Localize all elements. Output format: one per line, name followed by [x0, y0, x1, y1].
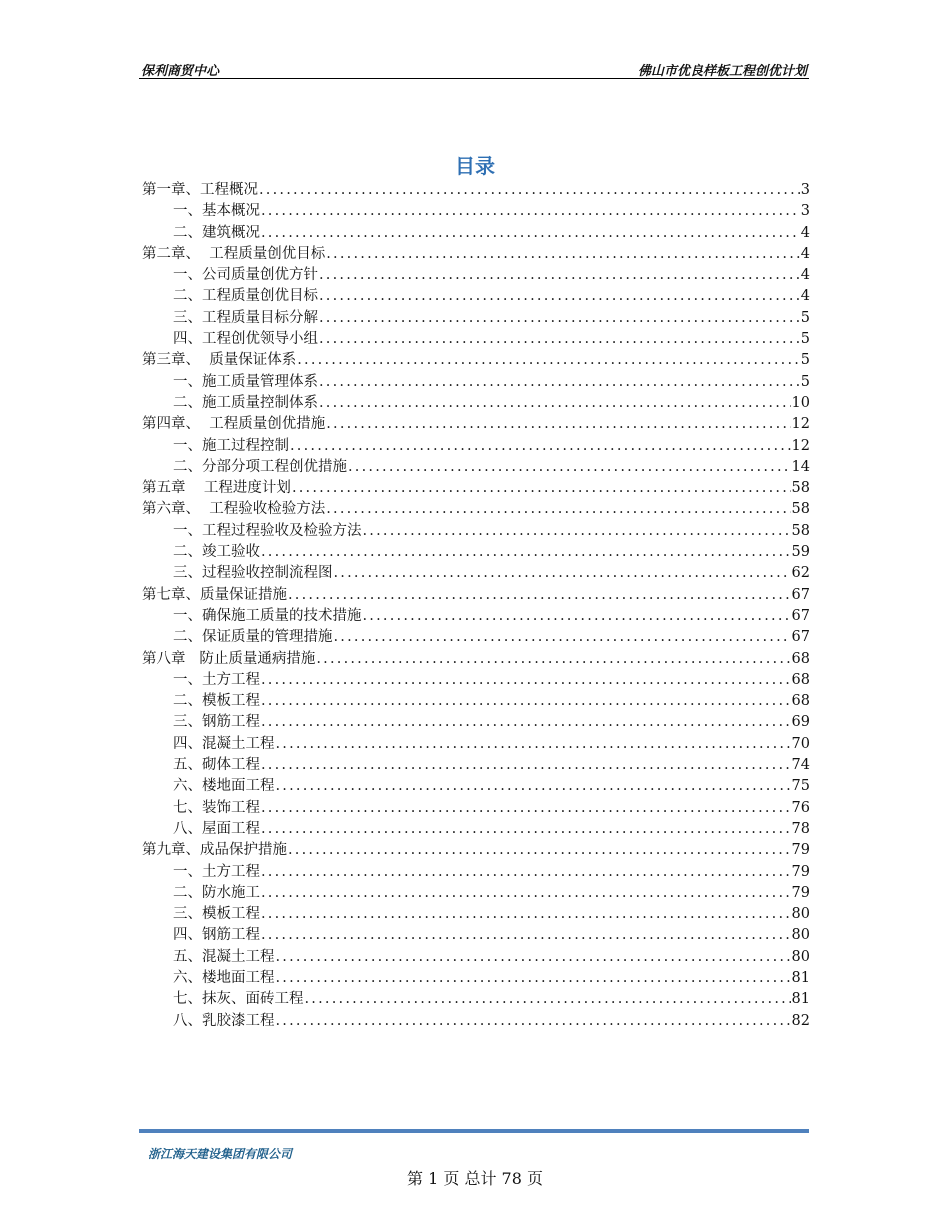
- toc-section-entry[interactable]: [142, 223, 810, 244]
- toc-dot-leader: [326, 414, 790, 435]
- toc-entry-label: 一、施工质量管理体系: [173, 373, 318, 390]
- toc-title: 目录: [455, 154, 495, 178]
- toc-chapter-entry[interactable]: [142, 499, 810, 520]
- toc-entry-page-number: 58: [791, 522, 810, 539]
- toc-entry-label: 第八章 防止质量通病措施: [142, 650, 316, 667]
- toc-entry-label: 四、工程创优领导小组: [173, 331, 318, 348]
- toc-entry-label: 七、装饰工程: [173, 799, 260, 816]
- toc-section-entry[interactable]: [142, 776, 810, 797]
- toc-section-entry[interactable]: [142, 925, 810, 946]
- toc-dot-leader: [261, 712, 791, 733]
- footer-page-number: 第 1 页 总计 78 页: [407, 1169, 543, 1188]
- toc-entry-label: 二、建筑概况: [173, 224, 260, 241]
- toc-dot-leader: [261, 925, 791, 946]
- toc-entry-page-number: 80: [791, 906, 810, 923]
- toc-entry-page-number: 81: [791, 969, 810, 986]
- toc-entry-label: 七、抹灰、面砖工程: [173, 991, 304, 1008]
- toc-section-entry[interactable]: [142, 670, 810, 691]
- toc-entry-label: 第六章、 工程验收检验方法: [142, 501, 326, 518]
- toc-dot-leader: [276, 947, 791, 968]
- toc-entry-page-number: 58: [791, 501, 810, 518]
- toc-entry-label: 四、混凝土工程: [173, 735, 275, 752]
- toc-entry-page-number: 14: [791, 458, 810, 475]
- toc-section-entry[interactable]: [142, 798, 810, 819]
- toc-dot-leader: [261, 798, 791, 819]
- toc-chapter-entry[interactable]: [142, 414, 810, 435]
- toc-entry-label: 八、乳胶漆工程: [173, 1012, 275, 1029]
- toc-entry-page-number: 5: [800, 309, 810, 326]
- toc-dot-leader: [261, 201, 800, 222]
- toc-entry-page-number: 59: [791, 544, 810, 561]
- toc-dot-leader: [276, 968, 791, 989]
- toc-dot-leader: [319, 286, 800, 307]
- toc-section-entry[interactable]: [142, 329, 810, 350]
- toc-entry-page-number: 80: [791, 948, 810, 965]
- toc-entry-page-number: 4: [800, 245, 810, 262]
- toc-entry-label: 六、楼地面工程: [173, 969, 275, 986]
- toc-section-entry[interactable]: [142, 755, 810, 776]
- toc-entry-page-number: 3: [800, 182, 810, 198]
- toc-entry-page-number: 68: [791, 693, 810, 710]
- toc-entry-page-number: 79: [791, 884, 810, 901]
- toc-section-entry[interactable]: [142, 265, 810, 286]
- toc-dot-leader: [305, 989, 791, 1010]
- toc-dot-leader: [334, 563, 791, 584]
- toc-dot-leader: [297, 350, 800, 371]
- footer-rule: [139, 1129, 809, 1133]
- toc-entry-page-number: 70: [791, 735, 810, 752]
- toc-entry-label: 三、过程验收控制流程图: [173, 565, 333, 582]
- toc-dot-leader: [261, 819, 791, 840]
- toc-entry-label: 一、确保施工质量的技术措施: [173, 607, 362, 624]
- toc-chapter-entry[interactable]: [142, 585, 810, 606]
- toc-entry-page-number: 80: [791, 927, 810, 944]
- toc-chapter-entry[interactable]: [142, 350, 810, 371]
- toc-section-entry[interactable]: [142, 606, 810, 627]
- toc-dot-leader: [261, 862, 791, 883]
- toc-entry-label: 第三章、 质量保证体系: [142, 352, 297, 369]
- toc-entry-page-number: 4: [800, 288, 810, 305]
- toc-section-entry[interactable]: [142, 904, 810, 925]
- toc-section-entry[interactable]: [142, 968, 810, 989]
- toc-entry-label: 二、模板工程: [173, 693, 260, 710]
- toc-entry-label: 二、施工质量控制体系: [173, 394, 318, 411]
- toc-section-entry[interactable]: [142, 947, 810, 968]
- toc-section-entry[interactable]: [142, 521, 810, 542]
- toc-chapter-entry[interactable]: [142, 478, 810, 499]
- toc-dot-leader: [261, 691, 791, 712]
- toc-entry-label: 第九章、成品保护措施: [142, 842, 287, 859]
- toc-entry-page-number: 12: [791, 416, 810, 433]
- toc-dot-leader: [261, 883, 791, 904]
- toc-dot-leader: [319, 329, 800, 350]
- toc-entry-label: 第七章、质量保证措施: [142, 586, 287, 603]
- toc-dot-leader: [261, 755, 791, 776]
- toc-chapter-entry[interactable]: [142, 649, 810, 670]
- toc-dot-leader: [292, 478, 791, 499]
- toc-entry-label: 一、工程过程验收及检验方法: [173, 522, 362, 539]
- toc-dot-leader: [290, 436, 791, 457]
- toc-dot-leader: [334, 627, 791, 648]
- toc-section-entry[interactable]: [142, 883, 810, 904]
- toc-section-entry[interactable]: [142, 819, 810, 840]
- toc-dot-leader: [288, 585, 791, 606]
- toc-dot-leader: [276, 776, 791, 797]
- toc-section-entry[interactable]: [142, 627, 810, 648]
- toc-section-entry[interactable]: [142, 436, 810, 457]
- toc-entry-label: 三、钢筋工程: [173, 714, 260, 731]
- toc-dot-leader: [319, 372, 800, 393]
- toc-entry-page-number: 82: [791, 1012, 810, 1029]
- header-document-title: 佛山市优良样板工程创优计划: [637, 64, 807, 79]
- toc-dot-leader: [288, 840, 791, 861]
- toc-entry-label: 八、屋面工程: [173, 820, 260, 837]
- toc-entry-page-number: 68: [791, 650, 810, 667]
- toc-entry-label: 三、模板工程: [173, 906, 260, 923]
- toc-entry-label: 第一章、工程概况: [142, 182, 258, 198]
- toc-dot-leader: [363, 521, 791, 542]
- table-of-contents: [142, 180, 810, 1032]
- toc-chapter-entry[interactable]: [142, 180, 810, 201]
- toc-section-entry[interactable]: [142, 1011, 810, 1032]
- toc-section-entry[interactable]: [142, 286, 810, 307]
- toc-entry-page-number: 4: [800, 224, 810, 241]
- toc-entry-label: 二、工程质量创优目标: [173, 288, 318, 305]
- toc-dot-leader: [319, 393, 791, 414]
- toc-dot-leader: [261, 670, 791, 691]
- toc-section-entry[interactable]: [142, 372, 810, 393]
- toc-entry-label: 一、土方工程: [173, 863, 260, 880]
- toc-entry-label: 第五章 工程进度计划: [142, 480, 291, 497]
- toc-entry-page-number: 67: [791, 629, 810, 646]
- toc-entry-label: 二、竣工验收: [173, 544, 260, 561]
- toc-entry-page-number: 5: [800, 373, 810, 390]
- toc-entry-page-number: 3: [800, 203, 810, 220]
- toc-section-entry[interactable]: [142, 989, 810, 1010]
- toc-dot-leader: [261, 904, 791, 925]
- toc-section-entry[interactable]: [142, 308, 810, 329]
- toc-entry-page-number: 67: [791, 586, 810, 603]
- toc-section-entry[interactable]: [142, 542, 810, 563]
- toc-entry-page-number: 5: [800, 352, 810, 369]
- toc-dot-leader: [319, 265, 800, 286]
- toc-entry-page-number: 68: [791, 671, 810, 688]
- toc-chapter-entry[interactable]: [142, 840, 810, 861]
- toc-dot-leader: [348, 457, 791, 478]
- toc-dot-leader: [363, 606, 791, 627]
- toc-entry-page-number: 78: [791, 820, 810, 837]
- toc-section-entry[interactable]: [142, 862, 810, 883]
- toc-entry-label: 第四章、 工程质量创优措施: [142, 416, 326, 433]
- toc-entry-page-number: 62: [791, 565, 810, 582]
- toc-entry-label: 一、公司质量创优方针: [173, 267, 318, 284]
- toc-section-entry[interactable]: [142, 691, 810, 712]
- toc-dot-leader: [319, 308, 800, 329]
- page-header: [139, 58, 809, 79]
- toc-entry-page-number: 12: [791, 437, 810, 454]
- toc-entry-page-number: 81: [791, 991, 810, 1008]
- toc-entry-label: 一、土方工程: [173, 671, 260, 688]
- toc-section-entry[interactable]: [142, 734, 810, 755]
- toc-dot-leader: [259, 180, 800, 201]
- toc-chapter-entry[interactable]: [142, 244, 810, 265]
- toc-entry-page-number: 69: [791, 714, 810, 731]
- footer-company-name: 浙江海天建设集团有限公司: [148, 1147, 293, 1161]
- toc-dot-leader: [326, 499, 790, 520]
- toc-entry-label: 二、防水施工: [173, 884, 260, 901]
- toc-entry-page-number: 67: [791, 607, 810, 624]
- toc-dot-leader: [276, 734, 791, 755]
- toc-dot-leader: [326, 244, 800, 265]
- toc-entry-page-number: 10: [791, 394, 810, 411]
- toc-dot-leader: [316, 649, 790, 670]
- toc-section-entry[interactable]: [142, 712, 810, 733]
- toc-entry-page-number: 76: [791, 799, 810, 816]
- toc-entry-label: 五、混凝土工程: [173, 948, 275, 965]
- toc-entry-label: 五、砌体工程: [173, 757, 260, 774]
- toc-entry-page-number: 74: [791, 757, 810, 774]
- toc-entry-page-number: 79: [791, 842, 810, 859]
- toc-dot-leader: [261, 223, 800, 244]
- toc-entry-page-number: 5: [800, 331, 810, 348]
- toc-entry-label: 四、钢筋工程: [173, 927, 260, 944]
- toc-entry-page-number: 58: [791, 480, 810, 497]
- toc-dot-leader: [276, 1011, 791, 1032]
- toc-entry-label: 第二章、 工程质量创优目标: [142, 245, 326, 262]
- toc-entry-label: 二、分部分项工程创优措施: [173, 458, 347, 475]
- toc-entry-label: 一、施工过程控制: [173, 437, 289, 454]
- toc-entry-page-number: 79: [791, 863, 810, 880]
- toc-entry-label: 二、保证质量的管理措施: [173, 629, 333, 646]
- toc-entry-page-number: 4: [800, 267, 810, 284]
- toc-entry-label: 六、楼地面工程: [173, 778, 275, 795]
- toc-section-entry[interactable]: [142, 201, 810, 222]
- toc-entry-page-number: 75: [791, 778, 810, 795]
- header-project-name: 保利商贸中心: [141, 64, 220, 79]
- toc-section-entry[interactable]: [142, 457, 810, 478]
- toc-section-entry[interactable]: [142, 393, 810, 414]
- toc-entry-label: 一、基本概况: [173, 203, 260, 220]
- toc-dot-leader: [261, 542, 791, 563]
- toc-section-entry[interactable]: [142, 563, 810, 584]
- toc-entry-label: 三、工程质量目标分解: [173, 309, 318, 326]
